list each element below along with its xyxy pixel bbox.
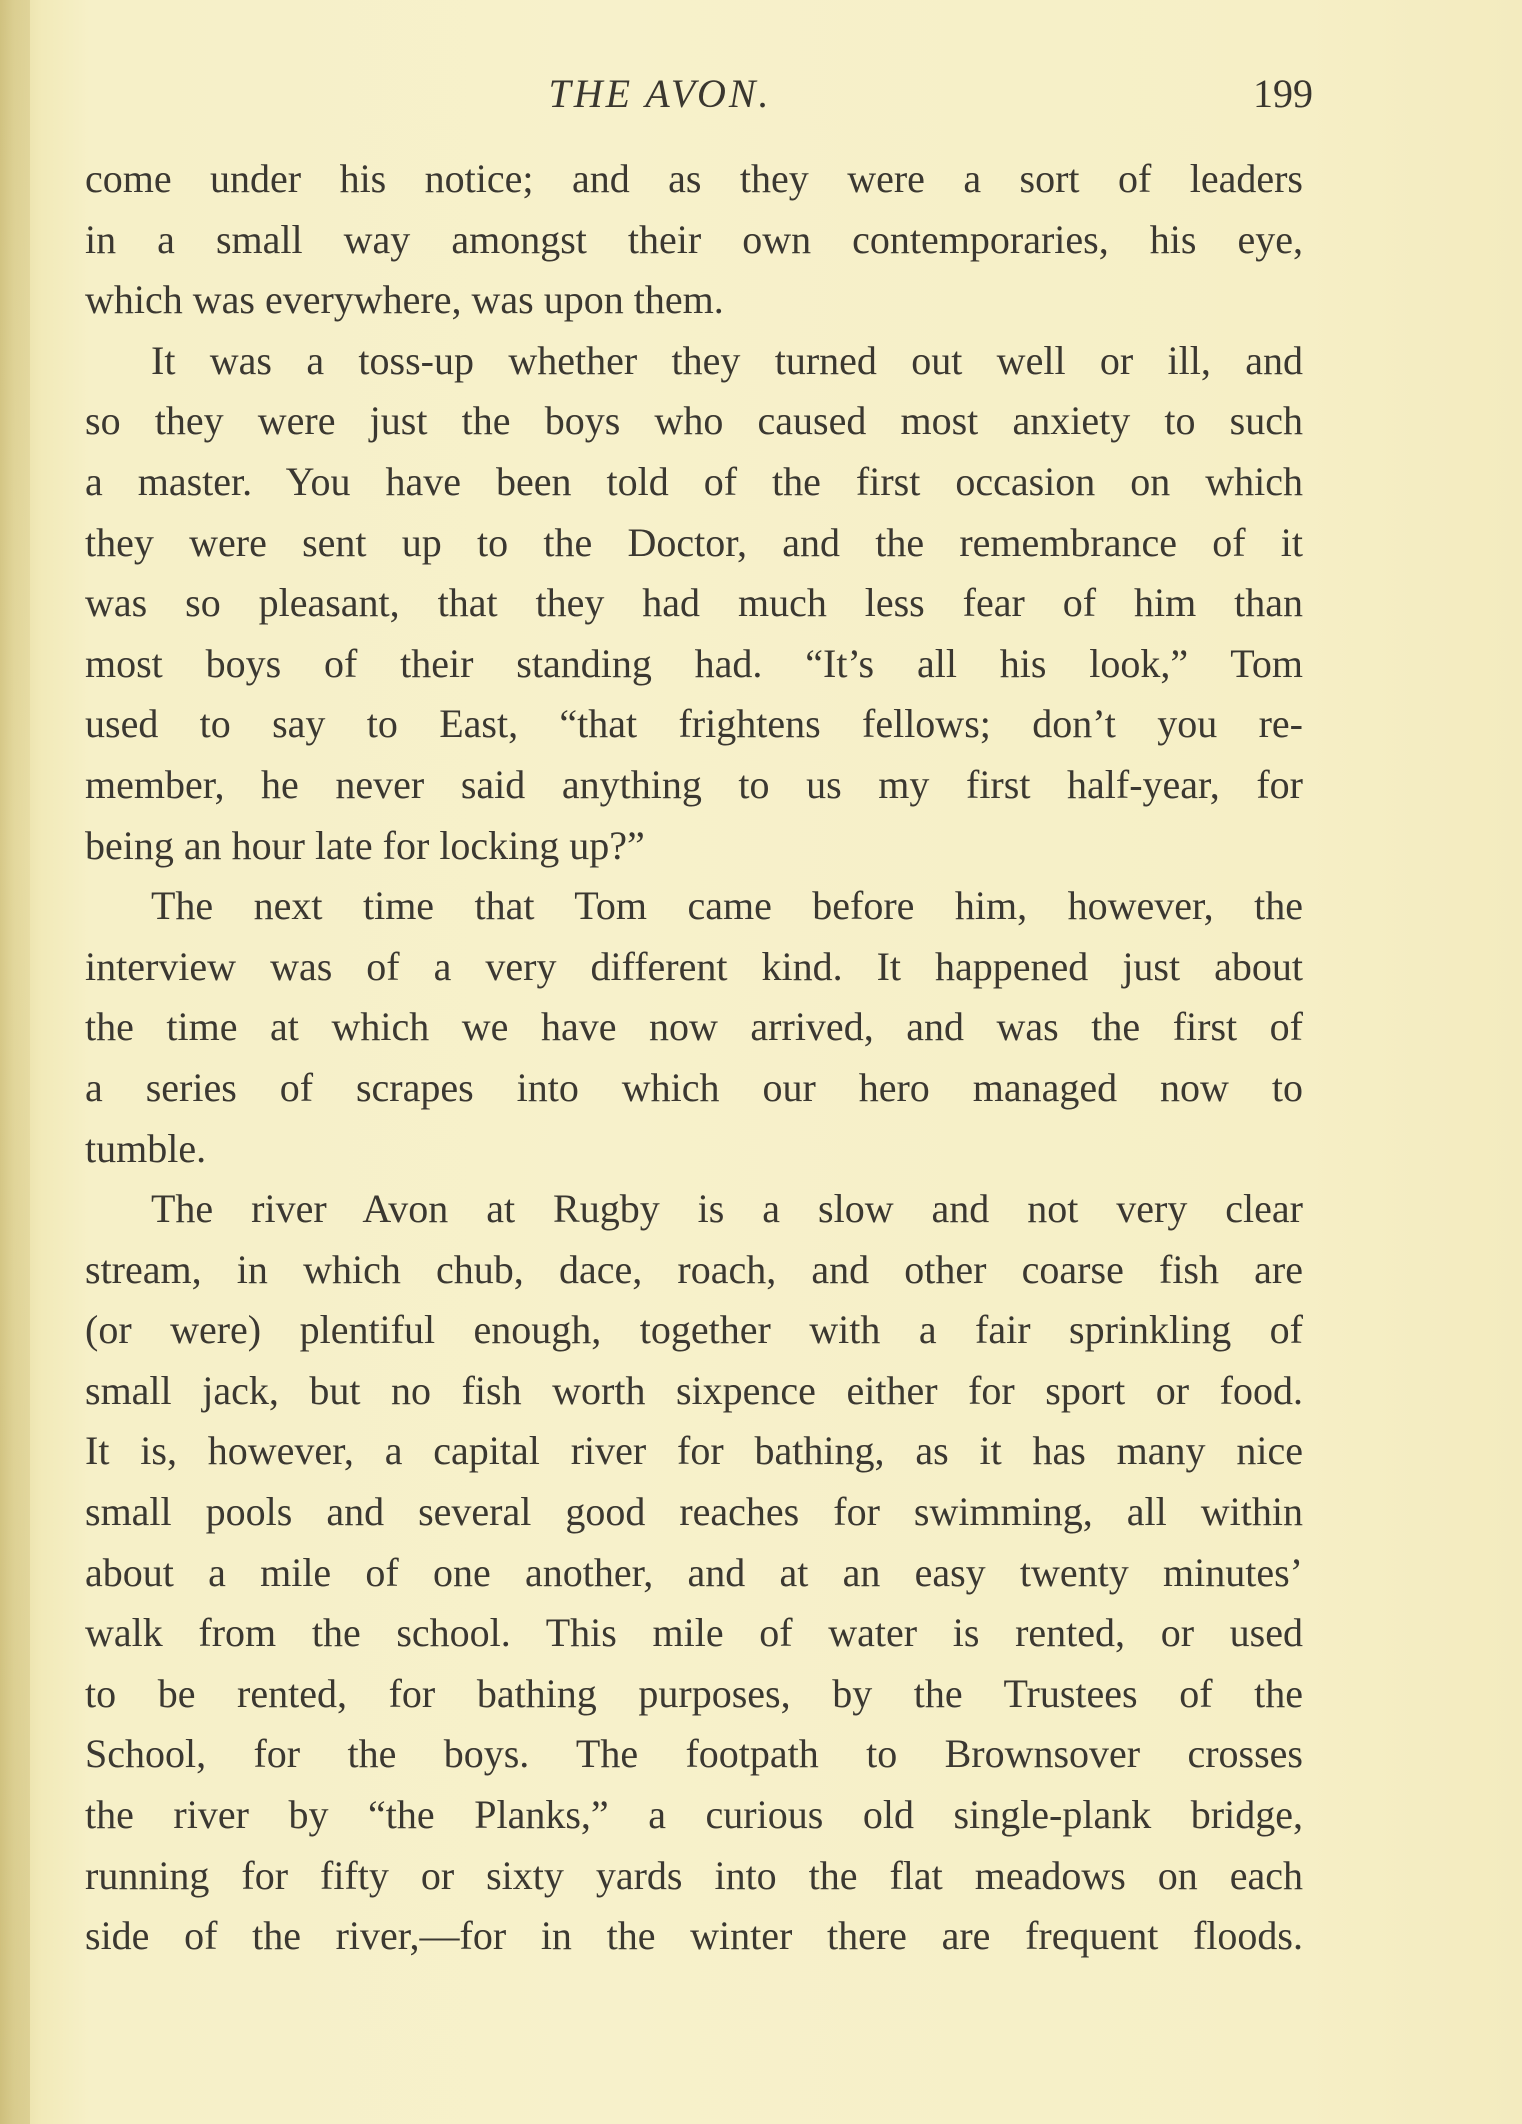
text-line: small jack, but no fish worth sixpence either for sport or food. [85, 1367, 1303, 1413]
text-line: used to say to East, “that frightens fellows; don’t you re- [85, 701, 1303, 747]
page-number: 199 [1253, 71, 1313, 116]
text-line: being an hour late for locking up?” [85, 822, 645, 868]
text-line: The next time that Tom came before him, however, the [151, 883, 1303, 929]
text-line: in a small way amongst their own contemporaries, his eye, [85, 216, 1303, 262]
running-title: THE AVON. [548, 71, 772, 116]
text-line: interview was of a very different kind. It happened just about [85, 943, 1303, 989]
text-line: come under his notice; and as they were a sort of leaders [85, 156, 1303, 201]
text-line: running for fifty or sixty yards into the flat meadows on each [85, 1852, 1303, 1898]
text-line: It was a toss-up whether they turned out well or ill, and [151, 337, 1303, 383]
text-line: to be rented, for bathing purposes, by the Trustees of the [85, 1670, 1303, 1716]
text-line: (or were) plentiful enough, together with a fair sprinkling of [85, 1307, 1303, 1353]
text-line: the time at which we have now arrived, and was the first of [85, 1004, 1303, 1050]
text-line: It is, however, a capital river for bathing, as it has many nice [85, 1428, 1303, 1474]
text-line: tumble. [85, 1125, 207, 1171]
text-line: a master. You have been told of the first occasion on which [85, 458, 1303, 504]
text-line: small pools and several good reaches for swimming, all within [85, 1489, 1303, 1535]
text-line: side of the river,—for in the winter there are frequent floods. [85, 1913, 1303, 1959]
body-text [85, 149, 1303, 1967]
text-line: stream, in which chub, dace, roach, and other coarse fish are [85, 1246, 1303, 1292]
text-line: was so pleasant, that they had much less fear of him than [85, 580, 1303, 626]
text-line: member, he never said anything to us my first half-year, for [85, 761, 1303, 807]
text-line: they were sent up to the Doctor, and the remembrance of it [85, 519, 1303, 565]
text-line: walk from the school. This mile of water is rented, or used [85, 1610, 1303, 1656]
text-line: a series of scrapes into which our hero managed now to [85, 1064, 1303, 1110]
text-line: the river by “the Planks,” a curious old single-plank bridge, [85, 1792, 1303, 1838]
text-line: about a mile of one another, and at an easy twenty minutes’ [85, 1549, 1303, 1595]
text-line: The river Avon at Rugby is a slow and not very clear [151, 1186, 1303, 1232]
text-line: so they were just the boys who caused most anxiety to such [85, 398, 1303, 444]
text-line: which was everywhere, was upon them. [85, 277, 724, 323]
running-head [0, 70, 1522, 130]
text-line: most boys of their standing had. “It’s all his look,” Tom [85, 640, 1303, 686]
text-line: School, for the boys. The footpath to Brownsover crosses [85, 1731, 1303, 1777]
